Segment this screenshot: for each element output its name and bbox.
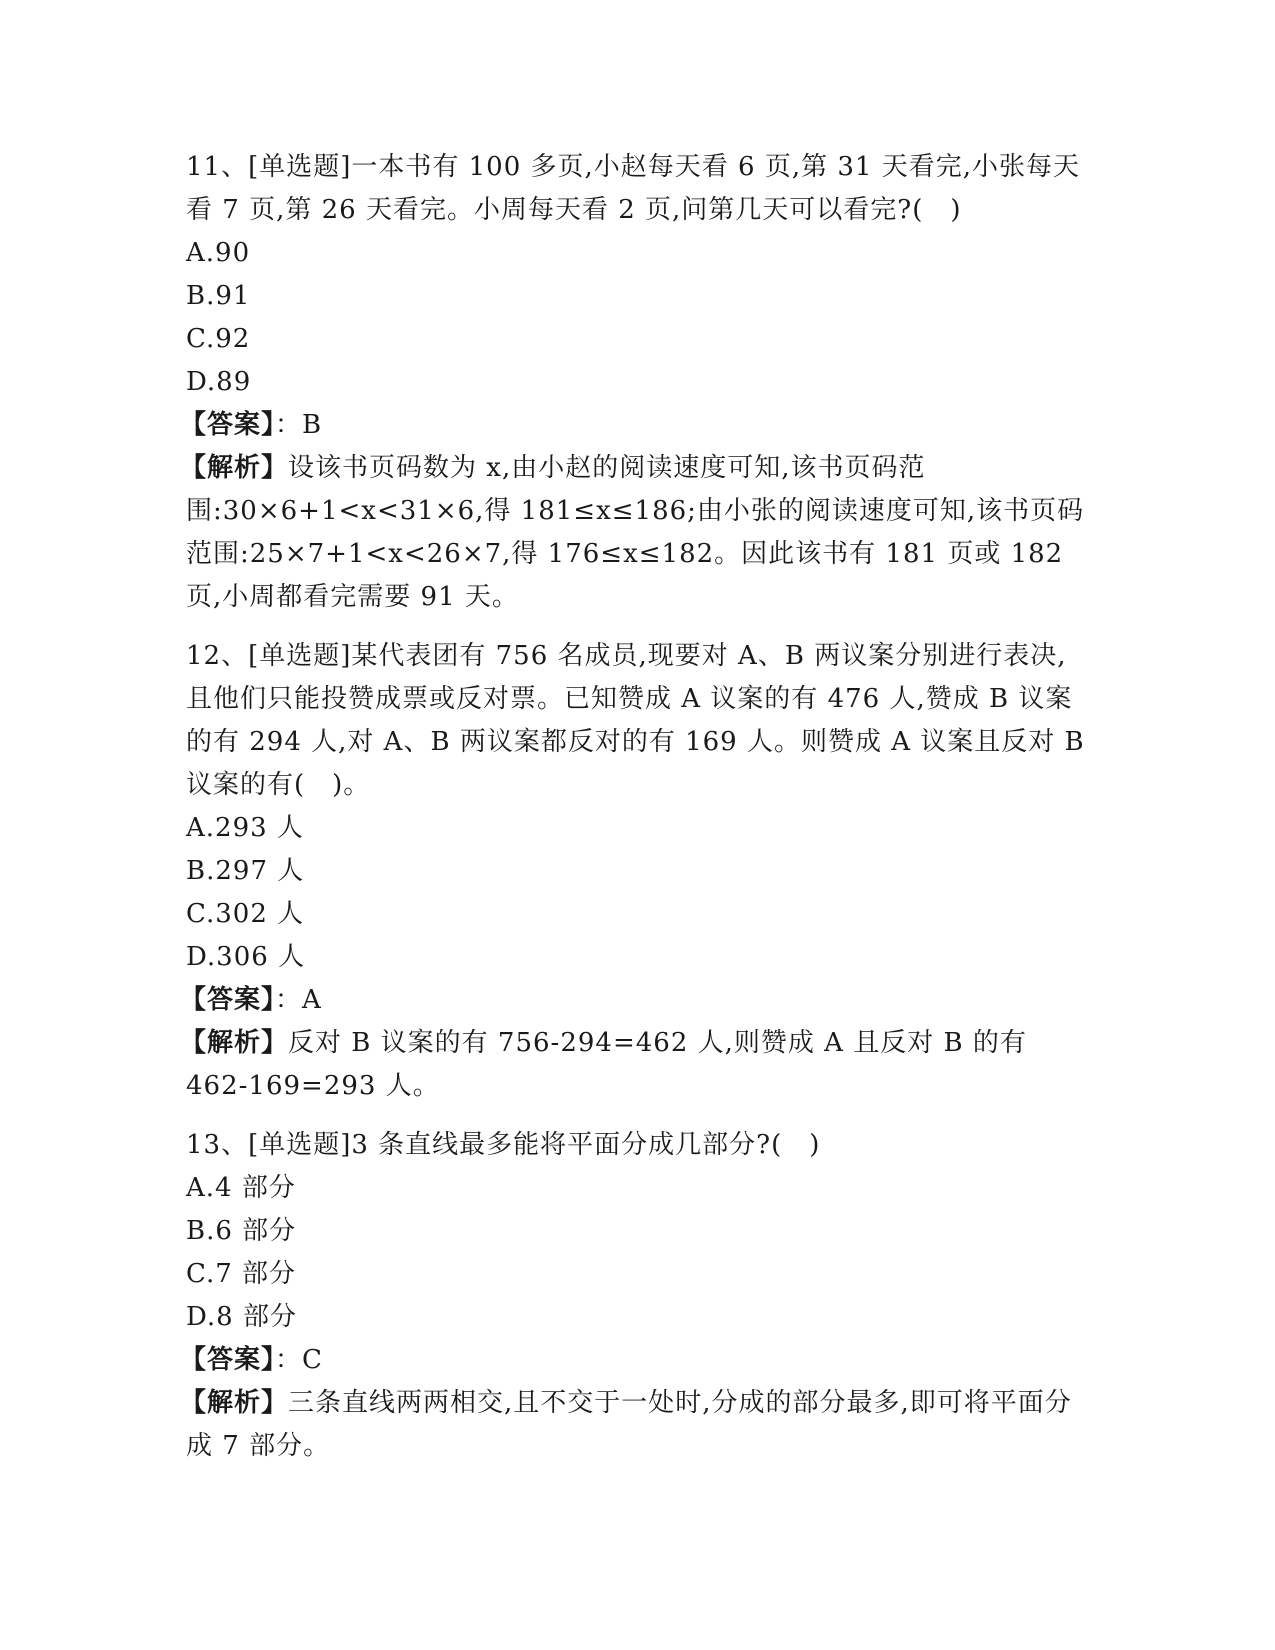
answer-label: 【答案】 <box>180 410 276 440</box>
option-c: C.92 <box>186 324 251 354</box>
analysis-line <box>180 1382 1086 1468</box>
answer-value: ：B <box>275 410 323 440</box>
analysis-label: 【解析】 <box>180 1028 289 1058</box>
analysis-line <box>180 447 1086 619</box>
question-list <box>180 146 1094 1484</box>
answer-line <box>180 404 1086 447</box>
option-d: D.8 部分 <box>186 1302 297 1332</box>
answer-value: ：A <box>275 985 322 1015</box>
option-b: B.297 人 <box>186 856 305 886</box>
answer-label: 【答案】 <box>180 1345 276 1375</box>
analysis-line <box>180 1022 1086 1108</box>
option-c: C.302 人 <box>186 899 305 929</box>
answer-value: ：C <box>275 1345 323 1375</box>
answer-label: 【答案】 <box>180 985 276 1015</box>
answer-line <box>180 979 1086 1022</box>
analysis-text: 三条直线两两相交,且不交于一处时,分成的部分最多,即可将平面分成 7 部分。 <box>186 1388 1072 1461</box>
option-c: C.7 部分 <box>186 1259 297 1289</box>
option-b: B.6 部分 <box>186 1216 297 1246</box>
analysis-label: 【解析】 <box>180 453 289 483</box>
question-12 <box>180 635 1094 1108</box>
option-d: D.306 人 <box>186 942 306 972</box>
option-a: A.293 人 <box>186 813 304 843</box>
analysis-text: 设该书页码数为 x,由小赵的阅读速度可知,该书页码范围:30×6+1<x<31×6,得 181≤x≤186;由小张的阅读速度可知,该书页码范围:25×7+1<x<26×7,得 176≤x≤182。因此该书有 181 页或 182 页,小周都看完需要 91 天。 <box>186 453 1085 612</box>
question-stem: 12、[单选题]某代表团有 756 名成员,现要对 A、B 两议案分别进行表决,且他们只能投赞成票或反对票。已知赞成 A 议案的有 476 人,赞成 B 议案的有 294 人,对 A、B 两议案都反对的有 169 人。则赞成 A 议案且反对 B 议案的有( )。 <box>186 641 1094 800</box>
question-stem: 13、[单选题]3 条直线最多能将平面分成几部分?( ) <box>186 1130 821 1160</box>
analysis-text: 反对 B 议案的有 756-294=462 人,则赞成 A 且反对 B 的有 462-169=293 人。 <box>186 1028 1027 1101</box>
analysis-label: 【解析】 <box>180 1388 289 1418</box>
option-b: B.91 <box>186 281 251 311</box>
option-a: A.4 部分 <box>186 1173 296 1203</box>
question-13 <box>180 1124 1086 1468</box>
option-d: D.89 <box>186 367 252 397</box>
option-a: A.90 <box>186 238 251 268</box>
answer-line <box>180 1339 1086 1382</box>
question-11 <box>180 146 1086 619</box>
question-stem: 11、[单选题]一本书有 100 多页,小赵每天看 6 页,第 31 天看完,小张每天看 7 页,第 26 天看完。小周每天看 2 页,问第几天可以看完?( ) <box>186 152 1081 225</box>
